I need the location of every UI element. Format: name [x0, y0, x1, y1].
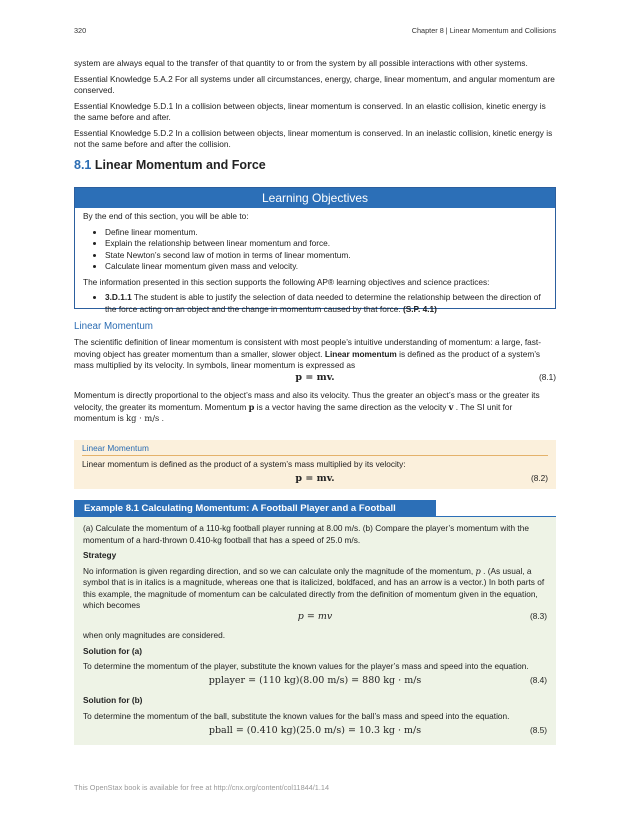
lo-item: • State Newton’s second law of motion in terms of linear momentum. — [105, 250, 547, 262]
si-unit: kg · m/s — [126, 413, 160, 423]
lo-item: • Define linear momentum. — [105, 227, 547, 239]
momentum-paragraph-2 — [74, 390, 556, 425]
text-run: is a vector having the same direction as the velocity — [254, 401, 449, 412]
equation-8-1 — [74, 372, 556, 384]
section-title-text: Linear Momentum and Force — [94, 158, 266, 172]
ap-practice: (S.P. 4.1) — [402, 303, 437, 314]
text-run: No information is given regarding direction, and so we can calculate only the magnitude of the momentum, — [83, 565, 476, 576]
text-run: is defined as the product of a system’s mass multiplied by its velocity. In symbols, linear momentum is expressed as — [74, 348, 541, 370]
ap-text: The information presented in this section supports the following AP® learning objectives and science practices: — [83, 276, 490, 287]
equation-expression: p = mv. — [295, 473, 335, 484]
ap-list — [83, 292, 547, 315]
equation-expression: p = mv — [297, 611, 333, 622]
equation-number: (8.1) — [538, 372, 556, 382]
intro-paragraph: Essential Knowledge 5.D.2 In a collision between objects, linear momentum is conserved. In an inelastic collision, kinetic energy is not the same before and after the collision. — [74, 127, 553, 149]
lo-list — [83, 227, 547, 273]
solution-a-label: Solution for (a) — [83, 645, 142, 656]
text-run: . The SI unit for momentum is — [74, 401, 513, 423]
callout-divider — [82, 455, 548, 456]
equation-expression: pplayer = (110 kg)(8.00 m/s) = 880 kg · m/s — [208, 675, 422, 686]
learning-objectives-box — [74, 187, 556, 314]
ap-code: 3.D.1.1 — [105, 292, 132, 302]
solution-a-text: To determine the momentum of the player, substitute the known values for the player’s mass and speed into the equation. — [83, 661, 529, 671]
running-header — [74, 25, 556, 35]
subsection-title: Linear Momentum — [74, 321, 153, 332]
example-box — [74, 517, 556, 745]
lo-item: • Explain the relationship between linear momentum and force. — [105, 238, 547, 250]
callout-title: Linear Momentum — [82, 443, 149, 453]
ap-item-text: The student is able to justify the selection of data needed to determine the relationship between the direction of the force acting on an object and the change in momentum caused by that force. — [105, 292, 541, 314]
text-run: Momentum is directly proportional to the object’s mass and also its velocity. Thus the greater an object’s mass or the greater its velocity, the greater its momentum. Momentum — [74, 390, 540, 412]
callout-text: Linear momentum is defined as the product of a system’s mass multiplied by its velocity: — [82, 459, 406, 469]
equation-8-5 — [83, 725, 547, 737]
equation-number: (8.3) — [529, 611, 547, 621]
strategy-text — [83, 566, 547, 612]
section-number: 8.1 — [74, 158, 92, 172]
learning-objectives-heading: Learning Objectives — [75, 188, 555, 208]
key-term: Linear momentum — [324, 348, 397, 359]
magnitude-p: p — [475, 565, 481, 576]
equation-number: (8.4) — [529, 675, 547, 685]
solution-b-text: To determine the momentum of the ball, substitute the known values for the ball’s mass and speed into the equation. — [83, 710, 510, 721]
equation-number: (8.2) — [530, 473, 548, 483]
page-number: 320 — [74, 26, 87, 35]
chapter-title: Chapter 8 | Linear Momentum and Collisions — [411, 26, 556, 35]
equation-8-2 — [82, 473, 548, 485]
section-title — [74, 160, 266, 172]
solution-b-label: Solution for (b) — [83, 695, 143, 705]
after-equation-text: when only magnitudes are considered. — [83, 630, 226, 640]
text-run: The scientific definition of linear momentum is consistent with most people’s intuitive understanding of momentum: a large, fast-moving object has greater momentum than a smaller, slower object. — [74, 337, 542, 359]
example-title: Example 8.1 Calculating Momentum: A Football Player and a Football — [74, 500, 436, 517]
footer-note: This OpenStax book is available for free at http://cnx.org/content/col11844/1.14 — [74, 783, 330, 792]
lo-lead: By the end of this section, you will be able to: — [83, 211, 249, 221]
equation-expression: pball = (0.410 kg)(25.0 m/s) = 10.3 kg · m/s — [208, 725, 422, 736]
vector-p: p — [248, 401, 255, 412]
ap-item — [105, 292, 547, 315]
text-run: . (As usual, a symbol that is in italics is a magnitude, whereas one that is italicized, boldfaced, and has an arrow is a vector.) In both parts of this example, the magnitude of momentum can be calculated directly from the definition of momentum given in the equation, which becomes — [83, 565, 545, 610]
equation-expression: p = mv. — [295, 372, 335, 383]
intro-text — [74, 58, 556, 155]
definition-callout — [74, 440, 556, 489]
intro-paragraph: Essential Knowledge 5.D.1 In a collision between objects, linear momentum is conserved. In an elastic collision, kinetic energy is the same before and after. — [74, 100, 546, 122]
example-question: (a) Calculate the momentum of a 110-kg football player running at 8.00 m/s. (b) Compare the player’s momentum with the momentum of a hard-thrown 0.410-kg football that has a speed of 25.0 m/s. — [83, 523, 529, 545]
momentum-paragraph — [74, 337, 556, 372]
vector-v: v — [448, 401, 454, 412]
text-run: . — [159, 413, 164, 423]
strategy-label: Strategy — [83, 550, 117, 560]
intro-paragraph: system are always equal to the transfer of that quantity to or from the system by all possible interactions with other systems. — [74, 58, 528, 68]
intro-paragraph: Essential Knowledge 5.A.2 For all systems under all circumstances, energy, charge, linear momentum, and angular momentum are conserved. — [74, 73, 555, 95]
equation-8-3 — [83, 611, 547, 623]
lo-item: • Calculate linear momentum given mass and velocity. — [105, 261, 547, 273]
equation-number: (8.5) — [529, 725, 547, 735]
equation-8-4 — [83, 675, 547, 687]
